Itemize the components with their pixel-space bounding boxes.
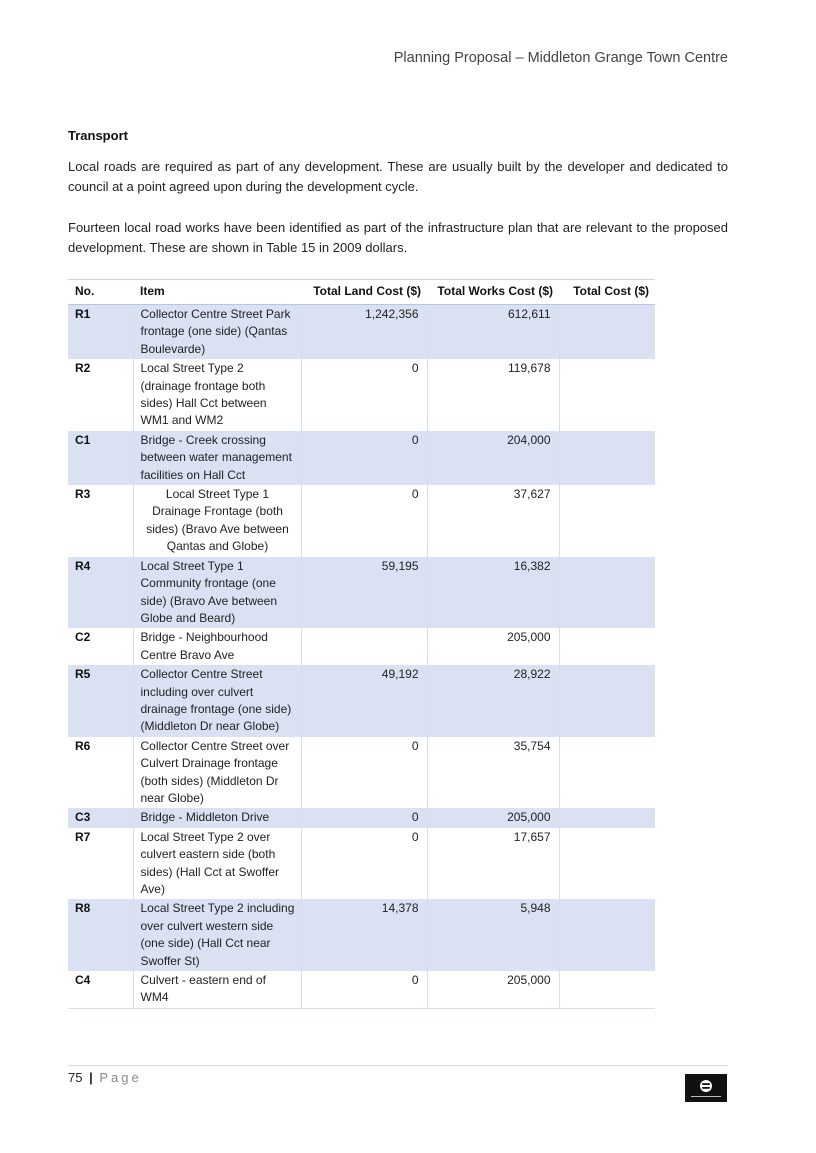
page-separator: | bbox=[89, 1070, 93, 1085]
page-number: 75 bbox=[68, 1070, 83, 1085]
page-header: Planning Proposal – Middleton Grange Town Centre bbox=[393, 50, 728, 66]
cell-land-cost: 0 bbox=[301, 431, 427, 485]
cell-works-cost: 16,382 bbox=[427, 557, 559, 629]
cell-no: R8 bbox=[68, 899, 133, 971]
header-land-cost: Total Land Cost ($) bbox=[301, 280, 427, 305]
cell-land-cost: 0 bbox=[301, 828, 427, 900]
cell-no: R7 bbox=[68, 828, 133, 900]
cell-works-cost: 205,000 bbox=[427, 808, 559, 827]
cell-total-cost bbox=[559, 808, 655, 827]
road-costs-table bbox=[68, 279, 655, 1009]
table-row bbox=[68, 737, 655, 809]
cell-no: C4 bbox=[68, 971, 133, 1008]
table-header-row bbox=[68, 280, 655, 305]
cell-total-cost bbox=[559, 359, 655, 431]
cell-land-cost: 0 bbox=[301, 737, 427, 809]
cell-no: C2 bbox=[68, 628, 133, 665]
cell-item: Bridge - Creek crossing between water management facilities on Hall Cct bbox=[133, 431, 301, 485]
table-row bbox=[68, 557, 655, 629]
cell-total-cost bbox=[559, 305, 655, 360]
cell-total-cost bbox=[559, 899, 655, 971]
table-row bbox=[68, 628, 655, 665]
cell-item: Collector Centre Street over Culvert Drainage frontage (both sides) (Middleton Dr near Globe) bbox=[133, 737, 301, 809]
cell-item: Local Street Type 2 (drainage frontage both sides) Hall Cct between WM1 and WM2 bbox=[133, 359, 301, 431]
cell-works-cost: 119,678 bbox=[427, 359, 559, 431]
cell-works-cost: 204,000 bbox=[427, 431, 559, 485]
table-row bbox=[68, 808, 655, 827]
cell-total-cost bbox=[559, 828, 655, 900]
header-total-cost: Total Cost ($) bbox=[559, 280, 655, 305]
cell-land-cost: 1,242,356 bbox=[301, 305, 427, 360]
cell-works-cost: 37,627 bbox=[427, 485, 559, 557]
cell-total-cost bbox=[559, 485, 655, 557]
cell-land-cost: 49,192 bbox=[301, 665, 427, 737]
cell-land-cost: 59,195 bbox=[301, 557, 427, 629]
table-row bbox=[68, 305, 655, 360]
footer-divider bbox=[68, 1065, 728, 1066]
page-label: Page bbox=[99, 1070, 142, 1085]
cell-no: R6 bbox=[68, 737, 133, 809]
cell-no: C1 bbox=[68, 431, 133, 485]
cell-land-cost: 14,378 bbox=[301, 899, 427, 971]
table-row bbox=[68, 899, 655, 971]
table-row bbox=[68, 665, 655, 737]
cell-works-cost: 612,611 bbox=[427, 305, 559, 360]
cell-works-cost: 35,754 bbox=[427, 737, 559, 809]
paragraph-road-works: Fourteen local road works have been identified as part of the infrastructure plan that are relevant to the proposed development. These are shown in Table 15 in 2009 dollars. bbox=[68, 220, 728, 255]
cell-works-cost: 17,657 bbox=[427, 828, 559, 900]
cell-works-cost: 28,922 bbox=[427, 665, 559, 737]
cell-item: Bridge - Neighbourhood Centre Bravo Ave bbox=[133, 628, 301, 665]
header-no: No. bbox=[68, 280, 133, 305]
table-row bbox=[68, 828, 655, 900]
cell-works-cost: 5,948 bbox=[427, 899, 559, 971]
cell-total-cost bbox=[559, 628, 655, 665]
cell-total-cost bbox=[559, 971, 655, 1008]
cell-total-cost bbox=[559, 737, 655, 809]
page-footer bbox=[68, 1070, 142, 1085]
cell-no: C3 bbox=[68, 808, 133, 827]
cell-land-cost: 0 bbox=[301, 359, 427, 431]
cell-total-cost bbox=[559, 431, 655, 485]
cell-works-cost: 205,000 bbox=[427, 971, 559, 1008]
cell-land-cost: 0 bbox=[301, 971, 427, 1008]
company-logo bbox=[685, 1074, 727, 1102]
cell-item: Local Street Type 2 including over culvert western side (one side) (Hall Cct near Swoffer St) bbox=[133, 899, 301, 971]
cell-no: R2 bbox=[68, 359, 133, 431]
table-row bbox=[68, 485, 655, 557]
table-row bbox=[68, 971, 655, 1008]
table-row bbox=[68, 431, 655, 485]
cell-land-cost: 0 bbox=[301, 808, 427, 827]
paragraph-local-roads: Local roads are required as part of any development. These are usually built by the developer and dedicated to council at a point agreed upon during the development cycle. bbox=[68, 159, 728, 194]
cell-works-cost: 205,000 bbox=[427, 628, 559, 665]
cell-no: R4 bbox=[68, 557, 133, 629]
cell-item: Collector Centre Street including over culvert drainage frontage (one side) (Middleton Dr near Globe) bbox=[133, 665, 301, 737]
cell-total-cost bbox=[559, 665, 655, 737]
cell-item: Local Street Type 2 over culvert eastern side (both sides) (Hall Cct at Swoffer Ave) bbox=[133, 828, 301, 900]
cell-no: R3 bbox=[68, 485, 133, 557]
cell-item: Bridge - Middleton Drive bbox=[133, 808, 301, 827]
cell-item: Local Street Type 1 Drainage Frontage (both sides) (Bravo Ave between Qantas and Globe) bbox=[133, 485, 301, 557]
header-item: Item bbox=[133, 280, 301, 305]
cell-land-cost: 0 bbox=[301, 485, 427, 557]
cell-no: R5 bbox=[68, 665, 133, 737]
section-title: Transport bbox=[68, 128, 128, 143]
cell-item: Local Street Type 1 Community frontage (one side) (Bravo Ave between Globe and Beard) bbox=[133, 557, 301, 629]
cell-item: Culvert - eastern end of WM4 bbox=[133, 971, 301, 1008]
cell-no: R1 bbox=[68, 305, 133, 360]
table-row bbox=[68, 359, 655, 431]
cell-total-cost bbox=[559, 557, 655, 629]
logo-mark-icon bbox=[699, 1079, 713, 1093]
cell-item: Collector Centre Street Park frontage (one side) (Qantas Boulevarde) bbox=[133, 305, 301, 360]
logo-wordmark bbox=[691, 1096, 721, 1097]
header-works-cost: Total Works Cost ($) bbox=[427, 280, 559, 305]
cell-land-cost bbox=[301, 628, 427, 665]
